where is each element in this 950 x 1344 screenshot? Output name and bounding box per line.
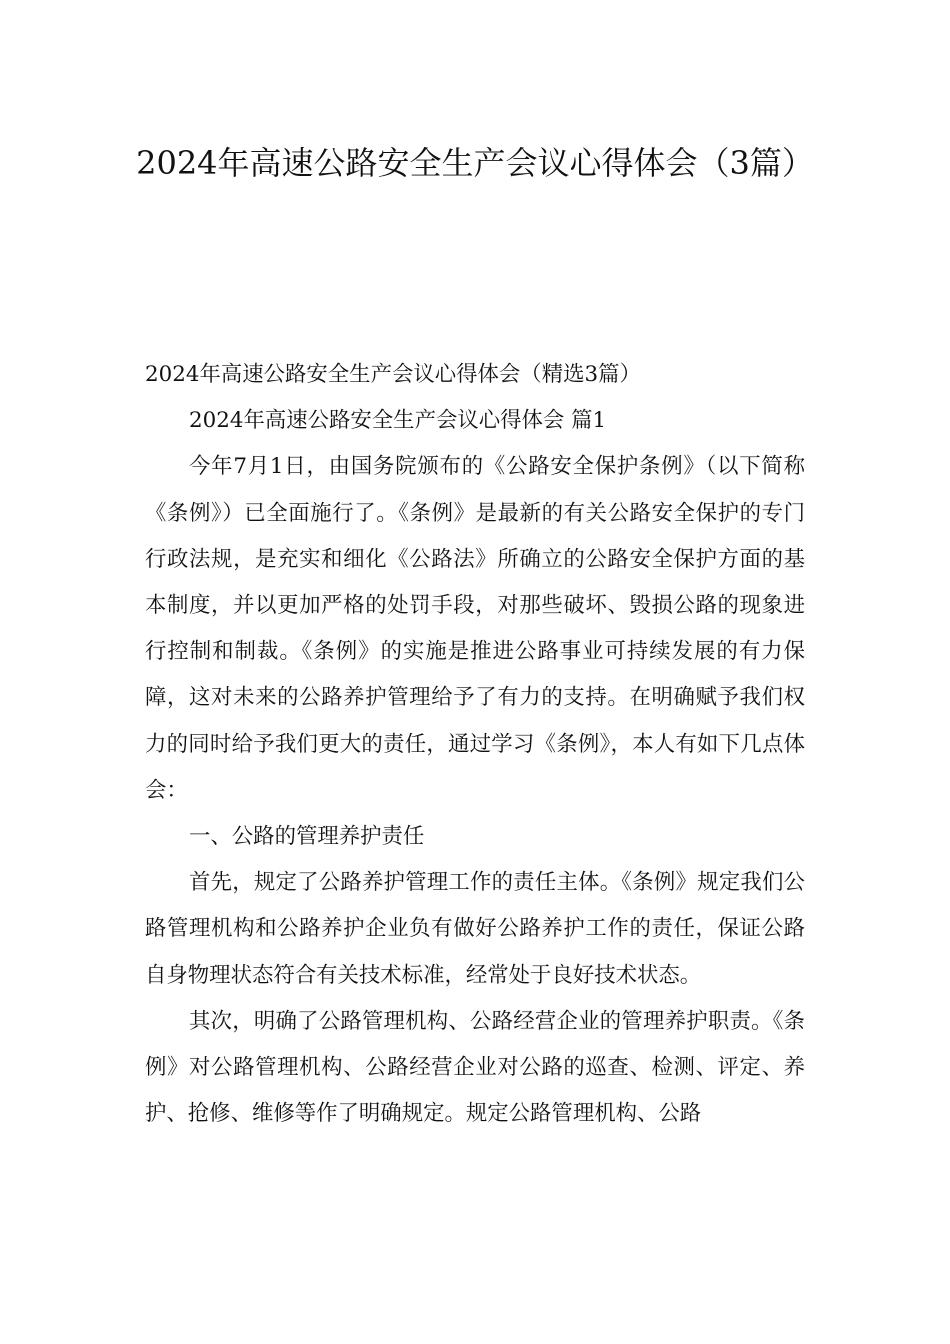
paragraph-first: 首先，规定了公路养护管理工作的责任主体。《条例》规定我们公路管理机构和公路养护企业负有做好公路养护工作的责任，保证公路自身物理状态符合有关技术标准，经常处于良好技术状态。 (145, 870, 805, 988)
part-heading: 2024年高速公路安全生产会议心得体会 篇1 (189, 408, 607, 434)
section-heading: 一、公路的管理养护责任 (189, 824, 425, 850)
document-body (145, 352, 805, 1137)
paragraph-intro: 今年7月1日，由国务院颁布的《公路安全保护条例》（以下简称《条例》）已全面施行了。《条例》是最新的有关公路安全保护的专门行政法规，是充实和细化《公路法》所确立的公路安全保护方面的基本制度，并以更加严格的处罚手段，对那些破坏、毁损公路的现象进行控制和制裁。《条例》的实施是推进公路事业可持续发展的有力保障，这对未来的公路养护管理给予了有力的支持。在明确赋予我们权力的同时给予我们更大的责任，通过学习《条例》，本人有如下几点体会： (145, 454, 805, 803)
document-title: 2024年高速公路安全生产会议心得体会（3篇） (136, 144, 814, 182)
paragraph-second: 其次，明确了公路管理机构、公路经营企业的管理养护职责。《条例》对公路管理机构、公路经营企业对公路的巡查、检测、评定、养护、抢修、维修等作了明确规定。规定公路管理机构、公路 (145, 1008, 805, 1127)
document-subtitle: 2024年高速公路安全生产会议心得体会（精选3篇） (145, 362, 641, 387)
